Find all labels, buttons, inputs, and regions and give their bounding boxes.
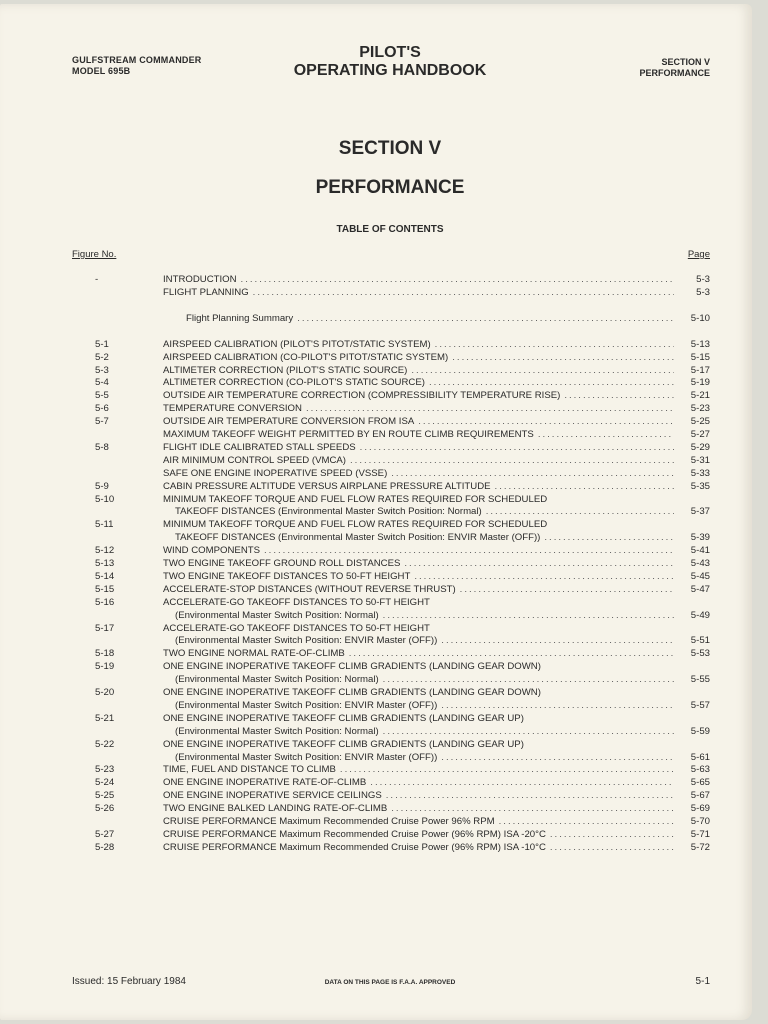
toc-row [0,712,752,725]
toc-page-number: 5-29 [690,441,710,453]
toc-figure-number: 5-19 [95,661,115,673]
toc-entry [163,647,674,660]
toc-figure-number: 5-6 [95,403,109,415]
toc-entry-title: CRUISE PERFORMANCE Maximum Recommended Cruise Power 96% RPM [163,816,495,827]
toc-entry [163,660,674,673]
toc-entry [163,763,674,776]
toc-row [0,583,752,596]
toc-page-number: 5-19 [690,377,710,389]
toc-page-number: 5-35 [690,480,710,492]
dot-leader [386,789,674,802]
dot-leader [435,338,674,351]
toc-entry [163,389,674,402]
toc-entry [186,312,674,325]
toc-page-number: 5-10 [690,312,710,324]
dot-leader [544,531,674,544]
toc-row [0,518,752,531]
toc-title: TABLE OF CONTENTS [336,224,444,235]
toc-entry [175,531,674,544]
toc-row [0,699,752,712]
toc-row [0,738,752,751]
toc-entry-title: CABIN PRESSURE ALTITUDE VERSUS AIRPLANE PRESSURE ALTITUDE [163,480,491,492]
toc-entry [163,518,674,531]
toc-entry-title: AIRSPEED CALIBRATION (CO-PILOT'S PITOT/STATIC SYSTEM) [163,351,449,363]
toc-figure-number: 5-24 [95,777,115,789]
toc-row [0,544,752,557]
toc-entry-title: TEMPERATURE CONVERSION [163,403,302,415]
toc-entry-title: TAKEOFF DISTANCES (Environmental Master Switch Position: ENVIR Master (OFF)) [175,532,541,544]
toc-figure-number: 5-17 [95,622,115,634]
header-handbook: OPERATING HANDBOOK [293,62,487,79]
toc-entry-title: ACCELERATE-GO TAKEOFF DISTANCES TO 50-FT HEIGHT [163,622,430,634]
toc-row [0,570,752,583]
toc-row [0,609,752,622]
toc-figure-number: 5-26 [95,803,115,815]
toc-row [0,776,752,789]
toc-entry [163,815,674,828]
column-header-page: Page [687,249,710,260]
toc-row [0,531,752,544]
dot-leader [441,634,674,647]
dot-leader [360,441,674,454]
dot-leader [414,570,674,583]
toc-page-number: 5-21 [690,390,710,402]
toc-row [0,351,752,364]
toc-figure-number: 5-15 [95,583,115,595]
dot-leader [350,454,674,467]
dot-leader [429,376,674,389]
toc-figure-number: 5-11 [95,519,114,531]
toc-entry-title: (Environmental Master Switch Position: ENVIR Master (OFF)) [175,751,438,763]
toc-page-number: 5-37 [690,506,710,518]
toc-figure-number: 5-14 [95,570,115,582]
toc-row [0,686,752,699]
toc-entry-title: ALTIMETER CORRECTION (CO-PILOT'S STATIC SOURCE) [163,377,425,389]
toc-page-number: 5-17 [690,364,710,376]
dot-leader [349,647,674,660]
dot-leader [495,480,674,493]
toc-figure-number: 5-20 [95,687,115,698]
toc-page-number: 5-13 [690,338,710,350]
toc-figure-number: 5-23 [95,764,115,776]
toc-entry-title: FLIGHT IDLE CALIBRATED STALL SPEEDS [163,441,356,453]
dot-leader [418,415,674,428]
dot-leader [486,505,674,518]
toc-row [0,389,752,402]
footer-page-number: 5-1 [695,976,710,987]
toc-entry-title: ONE ENGINE INOPERATIVE TAKEOFF CLIMB GRADIENTS (LANDING GEAR UP) [163,712,524,724]
toc-row [0,402,752,415]
toc-entry [175,699,674,712]
dot-leader [306,402,674,415]
toc-row [0,415,752,428]
toc-entry-title: TIME, FUEL AND DISTANCE TO CLIMB [163,764,336,776]
toc-entry [163,557,674,570]
dot-leader [538,428,674,441]
toc-entry-title: ALTIMETER CORRECTION (PILOT'S STATIC SOURCE) [163,364,408,376]
toc-entry [163,776,674,789]
toc-figure-number: 5-28 [95,841,115,853]
toc-page-number: 5-33 [690,467,710,479]
toc-row [0,725,752,738]
toc-row [0,493,752,506]
toc-figure-number: 5-27 [95,828,115,840]
toc-entry [163,415,674,428]
toc-row [0,273,752,286]
toc-page-number: 5-31 [690,454,710,466]
header-performance: PERFORMANCE [639,68,710,78]
toc-entry [163,364,674,377]
toc-page-number: 5-63 [690,764,710,776]
toc-page-number: 5-57 [690,699,710,711]
toc-entry-title: (Environmental Master Switch Position: ENVIR Master (OFF)) [175,635,438,647]
toc-entry-title: TWO ENGINE BALKED LANDING RATE-OF-CLIMB [163,803,388,815]
dot-leader [264,544,674,557]
toc-page-number: 5-53 [690,648,710,660]
toc-entry-title: FLIGHT PLANNING [163,286,249,298]
toc-entry [163,454,674,467]
dot-leader [340,763,674,776]
dot-leader [550,841,674,854]
toc-entry-title: TWO ENGINE NORMAL RATE-OF-CLIMB [163,648,345,660]
toc-entry [175,505,674,518]
toc-figure-number: 5-12 [95,545,115,557]
toc-row [0,789,752,802]
toc-figure-number: 5-3 [95,364,109,376]
dot-leader [383,725,674,738]
toc-page-number: 5-69 [690,803,710,815]
toc-entry [163,622,674,635]
toc-row [0,815,752,828]
toc-page-number: 5-47 [690,583,710,595]
toc-entry-title: INTRODUCTION [163,274,237,285]
toc-page-number: 5-70 [690,816,710,827]
toc-row [0,286,752,299]
toc-entry-title: OUTSIDE AIR TEMPERATURE CORRECTION (COMPRESSIBILITY TEMPERATURE RISE) [163,390,561,402]
toc-row [0,441,752,454]
toc-figure-number: 5-16 [95,596,115,608]
toc-page-number: 5-41 [690,545,710,557]
toc-entry-title: MINIMUM TAKEOFF TORQUE AND FUEL FLOW RATES REQUIRED FOR SCHEDULED [163,493,548,505]
toc-row [0,312,752,325]
toc-figure-number: 5-10 [95,493,115,505]
footer-issued: Issued: 15 February 1984 [72,976,186,987]
toc-figure-number: 5-7 [95,416,109,428]
toc-row [0,364,752,377]
toc-entry [163,789,674,802]
toc-entry [163,828,674,841]
toc-entry [163,686,674,699]
toc-page-number: 5-61 [690,751,710,763]
section-subtitle: PERFORMANCE [315,177,465,198]
dot-leader [391,802,674,815]
dot-leader [550,828,674,841]
toc-row [0,454,752,467]
toc-entry [163,493,674,506]
toc-figure-number: 5-8 [95,441,109,453]
toc-row [0,376,752,389]
toc-entry-title: TWO ENGINE TAKEOFF DISTANCES TO 50-FT HEIGHT [163,570,411,582]
toc-entry [163,286,674,299]
toc-figure-number: 5-1 [95,338,109,350]
toc-entry-title: ONE ENGINE INOPERATIVE TAKEOFF CLIMB GRADIENTS (LANDING GEAR DOWN) [163,661,541,673]
toc-row [0,660,752,673]
dot-leader [452,351,674,364]
toc-entry [163,544,674,557]
dot-leader [499,815,674,828]
footer-approval: DATA ON THIS PAGE IS F.A.A. APPROVED [324,979,456,986]
toc-page-number: 5-45 [690,570,710,582]
toc-entry [175,751,674,764]
section-title: SECTION V [338,138,442,159]
toc-entry-title: TWO ENGINE TAKEOFF GROUND ROLL DISTANCES [163,558,401,569]
toc-entry [163,583,674,596]
dot-leader [253,286,674,299]
toc-entry-title: MINIMUM TAKEOFF TORQUE AND FUEL FLOW RATES REQUIRED FOR SCHEDULED [163,519,548,531]
toc-entry-title: AIRSPEED CALIBRATION (PILOT'S PITOT/STATIC SYSTEM) [163,338,431,350]
toc-entry [175,634,674,647]
toc-entry [175,609,674,622]
toc-entry [175,673,674,686]
header-pilots: PILOT'S [359,44,421,61]
toc-row [0,467,752,480]
toc-list [0,4,752,904]
toc-entry-title: (Environmental Master Switch Position: ENVIR Master (OFF)) [175,699,438,711]
toc-entry [163,467,674,480]
toc-figure-number: 5-21 [95,712,115,724]
toc-entry [163,712,674,725]
toc-figure-number: 5-9 [95,480,109,492]
toc-entry-title: CRUISE PERFORMANCE Maximum Recommended Cruise Power (96% RPM) ISA -20°C [163,828,546,840]
toc-entry-title: TAKEOFF DISTANCES (Environmental Master Switch Position: Normal) [175,506,482,518]
toc-entry [163,273,674,286]
toc-entry-title: ONE ENGINE INOPERATIVE TAKEOFF CLIMB GRADIENTS (LANDING GEAR DOWN) [163,687,541,698]
handbook-page [0,4,752,1020]
toc-entry [163,738,674,751]
toc-page-number: 5-55 [690,674,710,686]
toc-entry [163,570,674,583]
toc-page-number: 5-3 [696,286,710,298]
toc-entry [163,428,674,441]
toc-entry [163,376,674,389]
toc-figure-number: 5-4 [95,377,109,389]
toc-page-number: 5-72 [690,841,710,853]
toc-page-number: 5-65 [690,777,710,789]
toc-entry [163,402,674,415]
toc-page-number: 5-43 [690,558,710,569]
toc-entry [163,841,674,854]
toc-page-number: 5-59 [690,725,710,737]
toc-page-number: 5-71 [690,828,710,840]
toc-row [0,841,752,854]
toc-entry-title: ACCELERATE-GO TAKEOFF DISTANCES TO 50-FT HEIGHT [163,596,430,608]
toc-row [0,505,752,518]
dot-leader [404,557,674,570]
toc-figure-number: 5-13 [95,558,115,569]
dot-leader [564,389,674,402]
toc-row [0,634,752,647]
dot-leader [460,583,674,596]
toc-row [0,647,752,660]
toc-page-number: 5-25 [690,416,710,428]
toc-entry-title: AIR MINIMUM CONTROL SPEED (VMCA) [163,454,346,466]
toc-row [0,751,752,764]
header-model: MODEL 695B [72,66,131,76]
dot-leader [441,751,674,764]
dot-leader [383,673,674,686]
dot-leader [391,467,674,480]
toc-figure-number: 5-2 [95,351,109,363]
toc-entry-title: (Environmental Master Switch Position: Normal) [175,725,379,737]
toc-entry-title: (Environmental Master Switch Position: Normal) [175,674,379,686]
toc-entry [163,480,674,493]
toc-figure-number: 5-5 [95,390,109,402]
toc-figure-number: 5-22 [95,738,115,750]
dot-leader [297,312,674,325]
toc-entry-title: (Environmental Master Switch Position: Normal) [175,609,379,621]
toc-page-number: 5-27 [690,429,710,440]
toc-entry [163,802,674,815]
toc-entry-title: ACCELERATE-STOP DISTANCES (WITHOUT REVERSE THRUST) [163,583,456,595]
toc-row [0,338,752,351]
header-section: SECTION V [661,57,710,67]
toc-entry [163,596,674,609]
toc-row [0,828,752,841]
toc-page-number: 5-3 [696,274,710,285]
dot-leader [370,776,674,789]
toc-entry-title: ONE ENGINE INOPERATIVE TAKEOFF CLIMB GRADIENTS (LANDING GEAR UP) [163,738,524,750]
toc-entry-title: CRUISE PERFORMANCE Maximum Recommended Cruise Power (96% RPM) ISA -10°C [163,841,546,853]
toc-entry-title: SAFE ONE ENGINE INOPERATIVE SPEED (VSSE) [163,467,388,479]
toc-page-number: 5-15 [690,351,710,363]
toc-entry [175,725,674,738]
toc-row [0,428,752,441]
dot-leader [383,609,674,622]
header-company: GULFSTREAM COMMANDER [72,55,202,65]
toc-row [0,763,752,776]
toc-page-number: 5-39 [690,532,710,544]
toc-entry-title: ONE ENGINE INOPERATIVE RATE-OF-CLIMB [163,777,367,789]
toc-entry-title: MAXIMUM TAKEOFF WEIGHT PERMITTED BY EN ROUTE CLIMB REQUIREMENTS [163,429,534,440]
toc-row [0,596,752,609]
toc-figure-number: - [95,274,99,285]
toc-row [0,802,752,815]
toc-entry [163,338,674,351]
toc-row [0,673,752,686]
toc-entry-title: ONE ENGINE INOPERATIVE SERVICE CEILINGS [163,790,382,802]
dot-leader [241,273,674,286]
toc-figure-number: 5-25 [95,790,115,802]
column-header-figure: Figure No. [72,249,117,260]
toc-entry [163,351,674,364]
toc-row [0,622,752,635]
toc-row [0,480,752,493]
dot-leader [411,364,674,377]
toc-row [0,557,752,570]
toc-entry-title: WIND COMPONENTS [163,545,261,557]
toc-page-number: 5-67 [690,790,710,802]
toc-page-number: 5-23 [690,403,710,415]
toc-entry-title: OUTSIDE AIR TEMPERATURE CONVERSION FROM ISA [163,416,415,428]
toc-entry [163,441,674,454]
toc-entry-title: Flight Planning Summary [186,312,294,324]
toc-figure-number: 5-18 [95,648,115,660]
toc-page-number: 5-51 [690,635,710,647]
toc-page-number: 5-49 [690,609,710,621]
dot-leader [441,699,674,712]
